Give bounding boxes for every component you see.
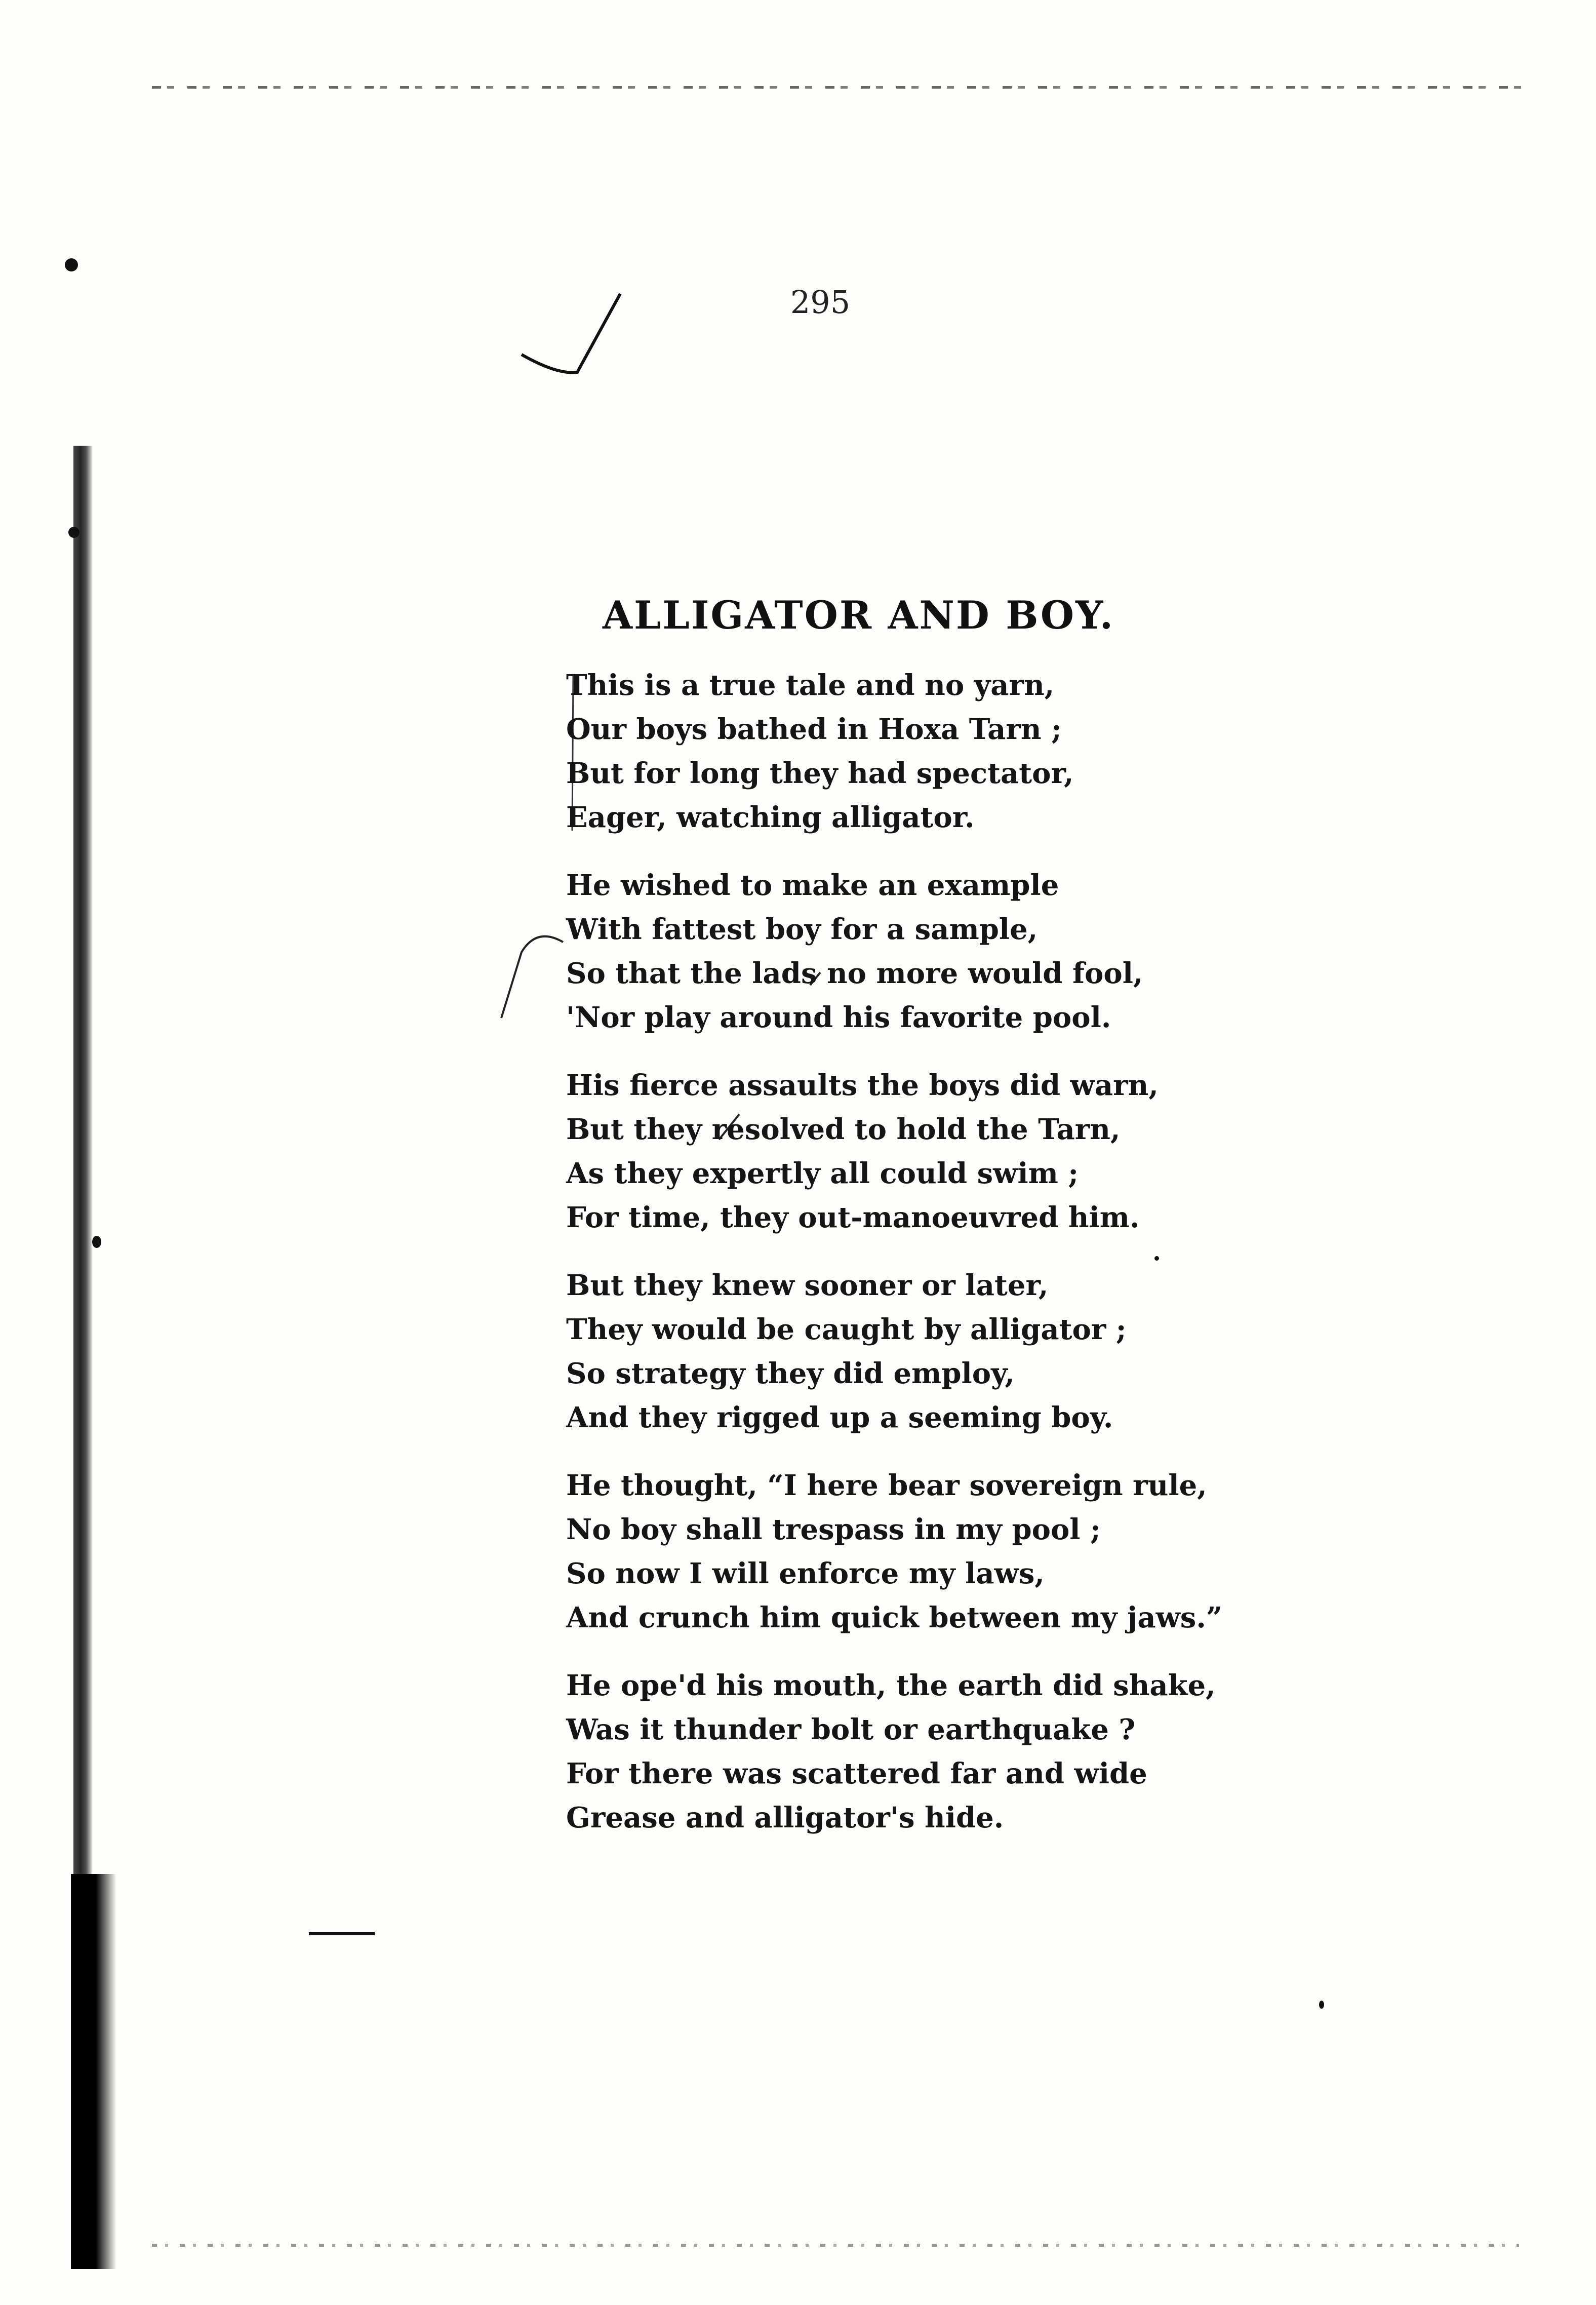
poem-line: So that the lads no more would fool, (566, 957, 1143, 990)
poem-line: So now I will enforce my laws, (566, 1557, 1045, 1590)
poem-line: He thought, “I here bear sovereign rule, (566, 1469, 1207, 1502)
stanza (566, 1064, 1224, 1240)
poem-line: He ope'd his mouth, the earth did shake, (566, 1669, 1216, 1702)
poem-line: For there was scattered far and wide (566, 1757, 1147, 1790)
poem-line: But they knew sooner or later, (566, 1269, 1049, 1302)
page-number: 295 (790, 284, 851, 321)
poem-line: 'Nor play around his favorite pool. (566, 1001, 1111, 1034)
poem-line: But they resolved to hold the Tarn, (566, 1113, 1121, 1146)
stanza (566, 1264, 1224, 1440)
poem-line: Grease and alligator's hide. (566, 1801, 1004, 1834)
stanza (566, 1464, 1224, 1640)
poem-line: He wished to make an example (566, 869, 1059, 902)
poem-line: But for long they had spectator, (566, 757, 1074, 790)
poem-line: As they expertly all could swim ; (566, 1157, 1079, 1190)
poem-title: ALLIGATOR AND BOY. (603, 593, 1115, 638)
poem-line: For time, they out-manoeuvred him. (566, 1201, 1140, 1234)
poem-line: And they rigged up a seeming boy. (566, 1401, 1113, 1434)
poem-body (566, 663, 1224, 1864)
poem-line: Was it thunder bolt or earthquake ? (566, 1713, 1136, 1746)
poem-line: His fierce assaults the boys did warn, (566, 1069, 1159, 1102)
poem-line: Eager, watching alligator. (566, 801, 975, 834)
stanza (566, 663, 1224, 840)
poem-line: With fattest boy for a sample, (566, 913, 1038, 946)
poem-line: This is a true tale and no yarn, (566, 669, 1055, 702)
poem-line: They would be caught by alligator ; (566, 1313, 1127, 1346)
stanza (566, 1664, 1224, 1840)
poem-line: Our boys bathed in Hoxa Tarn ; (566, 713, 1062, 746)
poem-line: So strategy they did employ, (566, 1357, 1015, 1390)
poem-line: And crunch him quick between my jaws.” (566, 1601, 1223, 1634)
stanza (566, 864, 1224, 1040)
poem-line: No boy shall trespass in my pool ; (566, 1513, 1101, 1546)
